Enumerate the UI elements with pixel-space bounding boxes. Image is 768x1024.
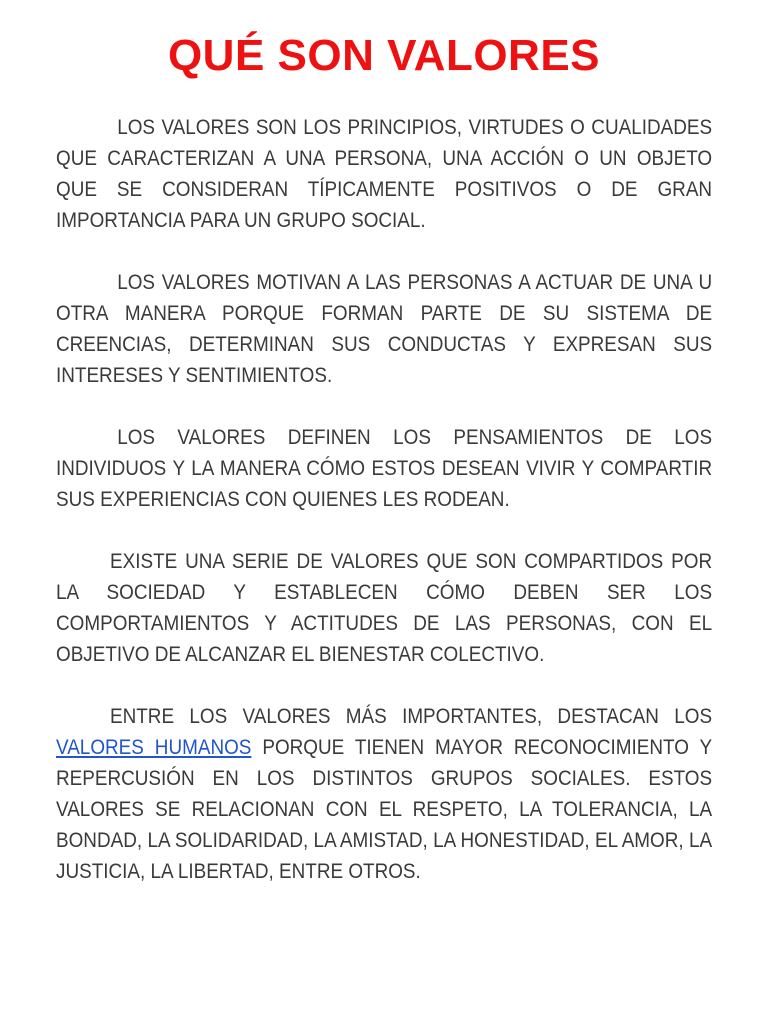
paragraph-shared-values: EXISTE UNA SERIE DE VALORES QUE SON COMPARTIDOS POR LA SOCIEDAD Y ESTABLECEN CÓMO DEBEN SER LOS COMPORTAMIENTOS Y ACTITUDES DE LAS PERSONAS, CON EL OBJETIVO DE ALCANZAR EL BIENESTAR COLECTIVO. — [56, 550, 713, 666]
paragraph-text-before-link: ENTRE LOS VALORES MÁS IMPORTANTES, DESTACAN LOS — [110, 705, 713, 728]
document-body — [56, 112, 713, 918]
valores-humanos-link[interactable]: VALORES HUMANOS — [56, 736, 252, 759]
paragraph-text-after-link: PORQUE TIENEN MAYOR RECONOCIMIENTO Y REPERCUSIÓN EN LOS DISTINTOS GRUPOS SOCIALES. ESTOS VALORES SE RELACIONAN CON EL RESPETO, LA TOLERANCIA, LA BONDAD, LA SOLIDARIDAD, LA AMISTAD, LA HONESTIDAD, EL AMOR, LA JUSTICIA, LA LIBERTAD, ENTRE OTROS. — [56, 736, 713, 883]
paragraph-thoughts: LOS VALORES DEFINEN LOS PENSAMIENTOS DE LOS INDIVIDUOS Y LA MANERA CÓMO ESTOS DESEAN VIVIR Y COMPARTIR SUS EXPERIENCIAS CON QUIENES LES RODEAN. — [56, 426, 713, 511]
page-title: QUÉ SON VALORES — [167, 31, 601, 80]
paragraph-definition: LOS VALORES SON LOS PRINCIPIOS, VIRTUDES O CUALIDADES QUE CARACTERIZAN A UNA PERSONA, UNA ACCIÓN O UN OBJETO QUE SE CONSIDERAN TÍPICAMENTE POSITIVOS O DE GRAN IMPORTANCIA PARA UN GRUPO SOCIAL. — [56, 116, 713, 232]
paragraph-important-values — [56, 701, 712, 887]
paragraph-motivation: LOS VALORES MOTIVAN A LAS PERSONAS A ACTUAR DE UNA U OTRA MANERA PORQUE FORMAN PARTE DE SU SISTEMA DE CREENCIAS, DETERMINAN SUS CONDUCTAS Y EXPRESAN SUS INTERESES Y SENTIMIENTOS. — [56, 271, 713, 387]
document-body-inner — [56, 112, 712, 887]
